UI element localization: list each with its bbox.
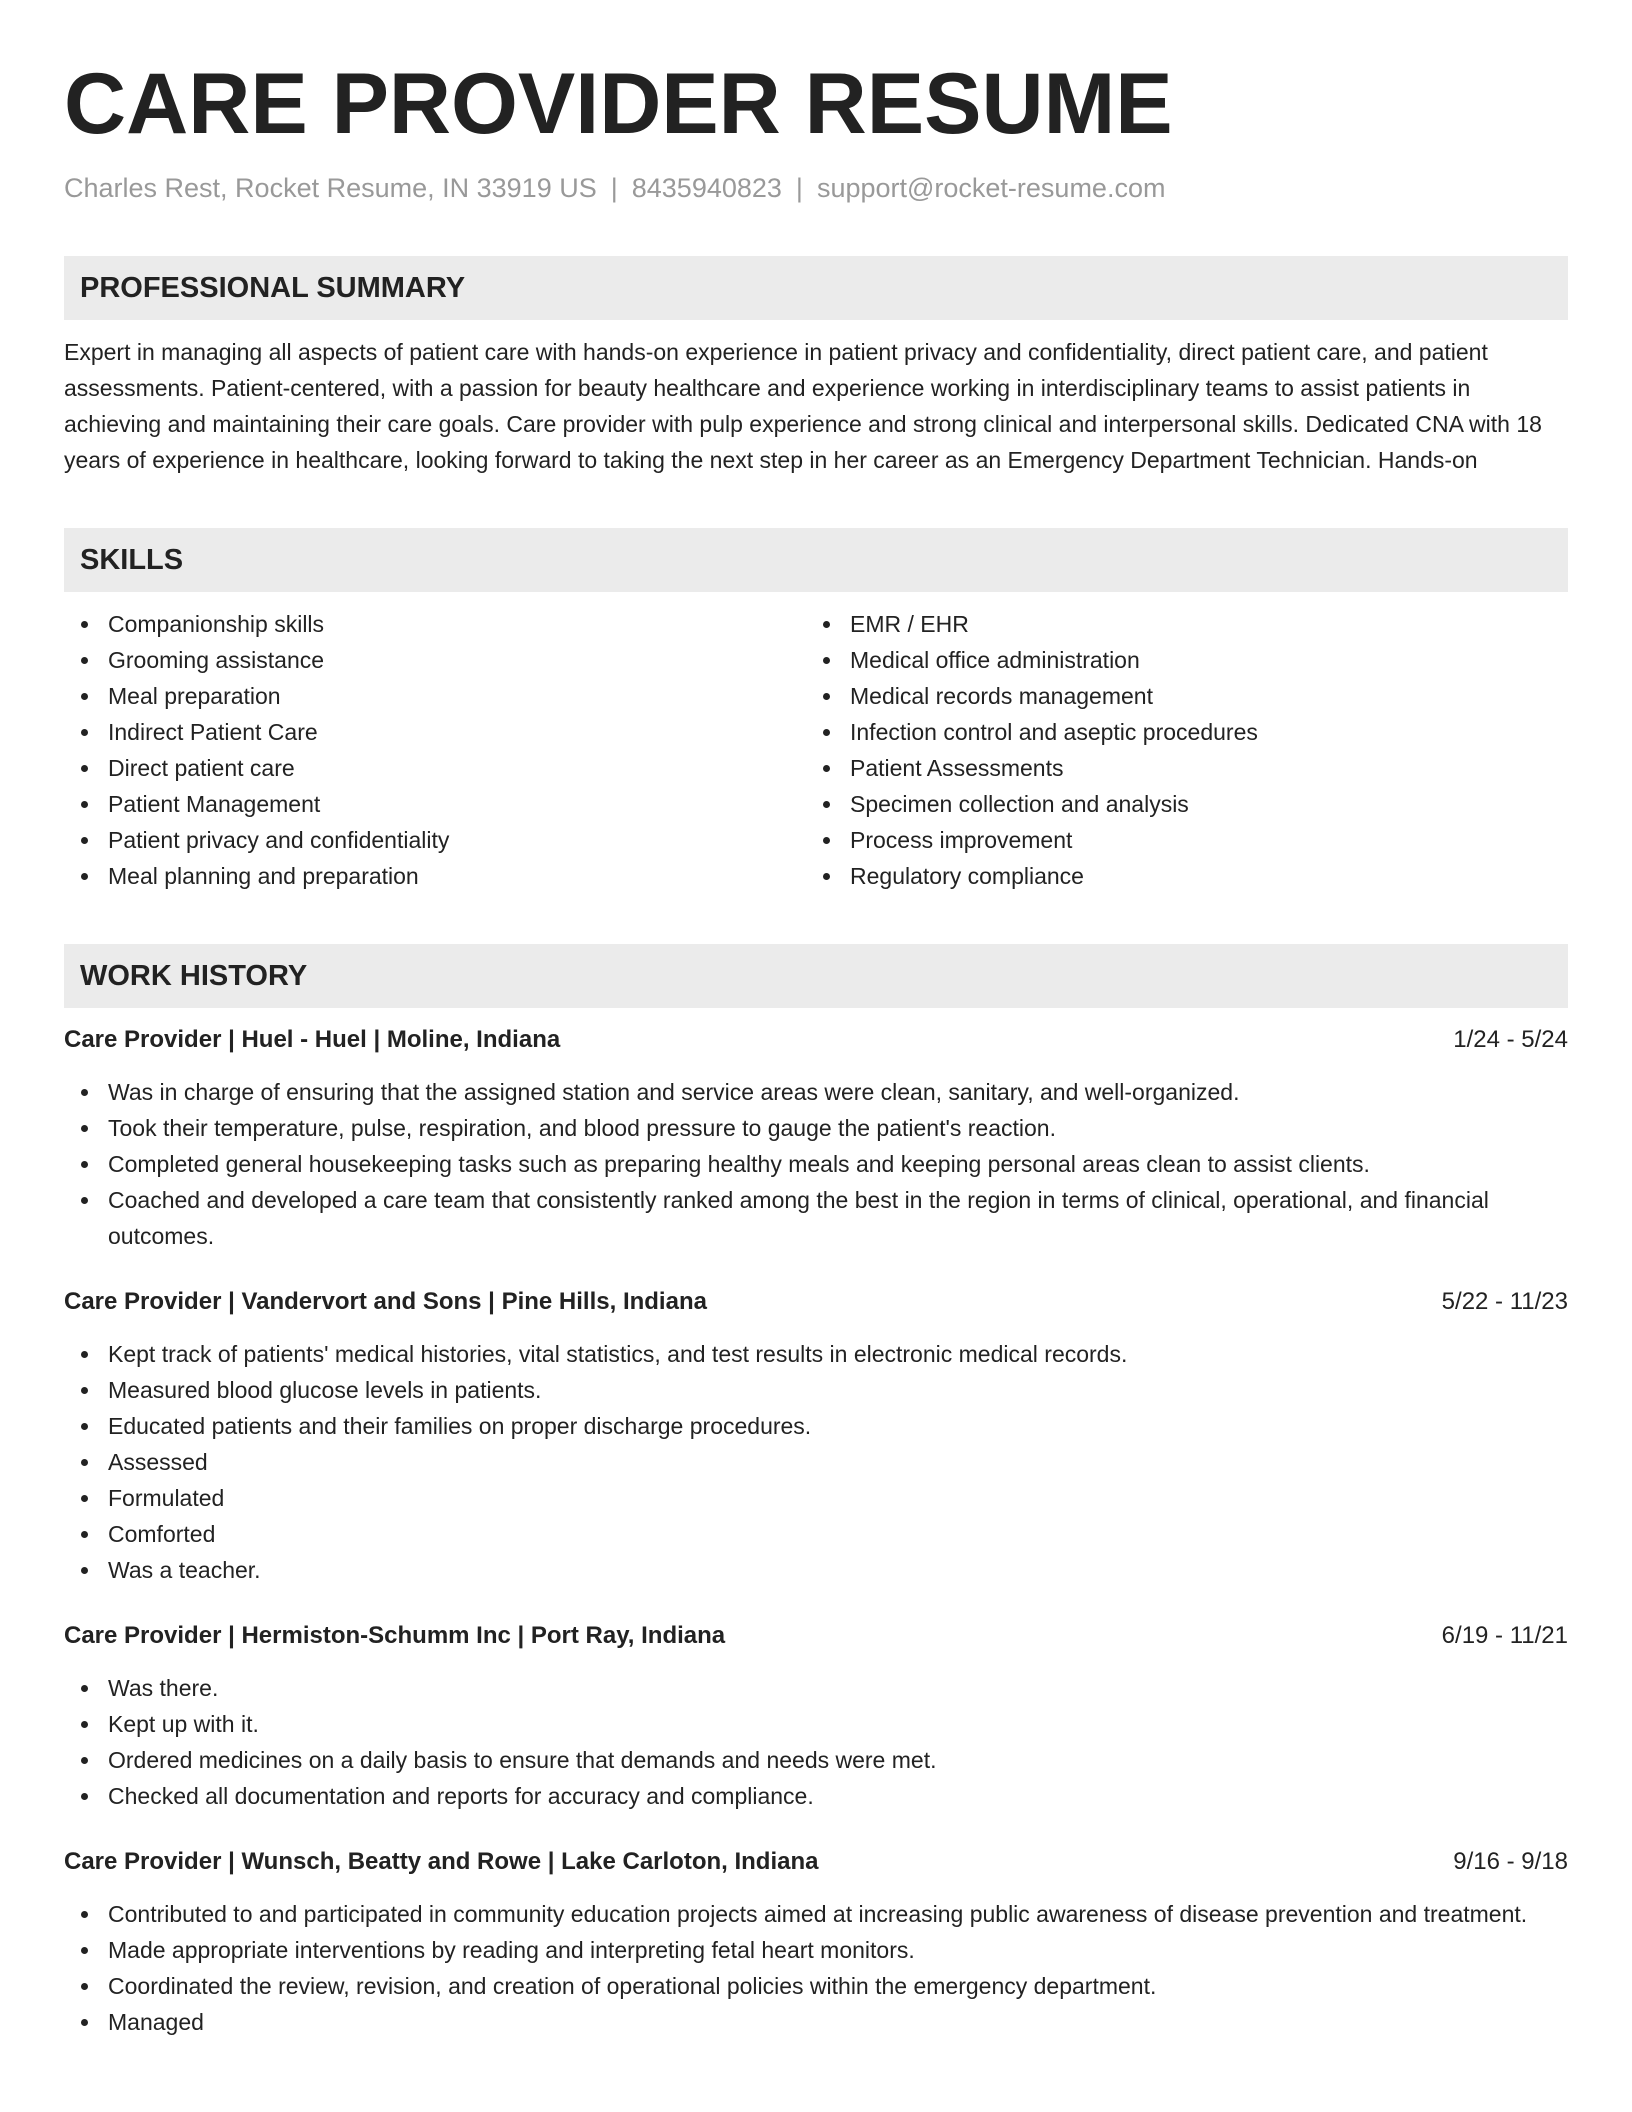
job-title: Care Provider | Huel - Huel | Moline, Indiana (64, 1026, 561, 1053)
skill-item: Specimen collection and analysis (806, 786, 1548, 822)
skill-item: Medical records management (806, 678, 1548, 714)
job-bullet: Was there. (64, 1670, 1568, 1706)
job-bullet: Educated patients and their families on proper discharge procedures. (64, 1408, 1568, 1444)
contact-line (64, 170, 1568, 206)
skills-column-right (806, 606, 1548, 894)
job-bullet: Formulated (64, 1480, 1568, 1516)
job-dates: 5/22 - 11/23 (1441, 1288, 1568, 1315)
section-heading-skills: SKILLS (64, 528, 1568, 592)
skill-item: Medical office administration (806, 642, 1548, 678)
resume-title: CARE PROVIDER RESUME (64, 56, 1173, 152)
job-bullet: Completed general housekeeping tasks such as preparing healthy meals and keeping personal areas clean to assist clients. (64, 1146, 1568, 1182)
contact-email: support@rocket-resume.com (816, 173, 1166, 203)
job-bullet: Checked all documentation and reports for accuracy and compliance. (64, 1778, 1568, 1814)
summary-text: Expert in managing all aspects of patient care with hands-on experience in patient privacy and confidentiality, direct patient care, and patient assessments. Patient-centered, with a passion for beauty healthcare and experience working in interdisciplinary teams to assist patients in achieving and maintaining their care goals. Care provider with pulp experience and strong clinical and interpersonal skills. Dedicated CNA with 18 years of experience in healthcare, looking forward to taking the next step in her career as an Emergency Department Technician. Hands-on (64, 339, 1542, 473)
skills-list (64, 606, 1568, 894)
job-bullet: Kept up with it. (64, 1706, 1568, 1742)
job-bullet: Ordered medicines on a daily basis to ensure that demands and needs were met. (64, 1742, 1568, 1778)
job-bullet: Made appropriate interventions by reading and interpreting fetal heart monitors. (64, 1932, 1568, 1968)
contact-phone: 8435940823 (631, 173, 782, 203)
job-header (64, 1618, 1568, 1654)
job-bullets (64, 1670, 1568, 1814)
job-header (64, 1284, 1568, 1320)
job-bullet: Coached and developed a care team that consistently ranked among the best in the region in terms of clinical, operational, and financial outcomes. (64, 1182, 1568, 1254)
job-dates: 6/19 - 11/21 (1441, 1622, 1568, 1649)
job-title: Care Provider | Hermiston-Schumm Inc | Port Ray, Indiana (64, 1622, 726, 1649)
job-bullet: Kept track of patients' medical histories, vital statistics, and test results in electronic medical records. (64, 1336, 1568, 1372)
contact-separator: | (795, 173, 803, 203)
job-bullet: Was in charge of ensuring that the assigned station and service areas were clean, sanitary, and well-organized. (64, 1074, 1568, 1110)
skill-item: Patient Management (64, 786, 806, 822)
skill-item: Meal preparation (64, 678, 806, 714)
skill-item: Process improvement (806, 822, 1548, 858)
skill-item: Meal planning and preparation (64, 858, 806, 894)
job-bullet: Comforted (64, 1516, 1568, 1552)
job-dates: 9/16 - 9/18 (1453, 1848, 1568, 1875)
skill-item: Companionship skills (64, 606, 806, 642)
job-bullets (64, 1896, 1568, 2040)
skills-column-left (64, 606, 806, 894)
job-entry (64, 1022, 1568, 1254)
contact-address: Charles Rest, Rocket Resume, IN 33919 US (64, 173, 597, 203)
skill-item: Patient privacy and confidentiality (64, 822, 806, 858)
job-bullet: Assessed (64, 1444, 1568, 1480)
job-header (64, 1844, 1568, 1880)
job-bullet: Was a teacher. (64, 1552, 1568, 1588)
contact-separator: | (610, 173, 618, 203)
job-entry (64, 1284, 1568, 1588)
job-bullets (64, 1074, 1568, 1254)
job-bullets (64, 1336, 1568, 1588)
job-bullet: Managed (64, 2004, 1568, 2040)
job-dates: 1/24 - 5/24 (1453, 1026, 1568, 1053)
job-title: Care Provider | Wunsch, Beatty and Rowe | Lake Carloton, Indiana (64, 1848, 819, 1875)
job-entry (64, 1618, 1568, 1814)
section-heading-summary: PROFESSIONAL SUMMARY (64, 256, 1568, 320)
skill-item: Indirect Patient Care (64, 714, 806, 750)
job-bullet: Measured blood glucose levels in patients. (64, 1372, 1568, 1408)
job-entry (64, 1844, 1568, 2040)
skill-item: Regulatory compliance (806, 858, 1548, 894)
job-title: Care Provider | Vandervort and Sons | Pine Hills, Indiana (64, 1288, 707, 1315)
skill-item: EMR / EHR (806, 606, 1548, 642)
skill-item: Patient Assessments (806, 750, 1548, 786)
skill-item: Grooming assistance (64, 642, 806, 678)
job-header (64, 1022, 1568, 1058)
resume-page (64, 0, 1568, 2040)
job-bullet: Contributed to and participated in community education projects aimed at increasing public awareness of disease prevention and treatment. (64, 1896, 1568, 1932)
section-heading-work-history: WORK HISTORY (64, 944, 1568, 1008)
skill-item: Infection control and aseptic procedures (806, 714, 1548, 750)
skill-item: Direct patient care (64, 750, 806, 786)
job-bullet: Took their temperature, pulse, respiration, and blood pressure to gauge the patient's reaction. (64, 1110, 1568, 1146)
job-bullet: Coordinated the review, revision, and creation of operational policies within the emergency department. (64, 1968, 1568, 2004)
